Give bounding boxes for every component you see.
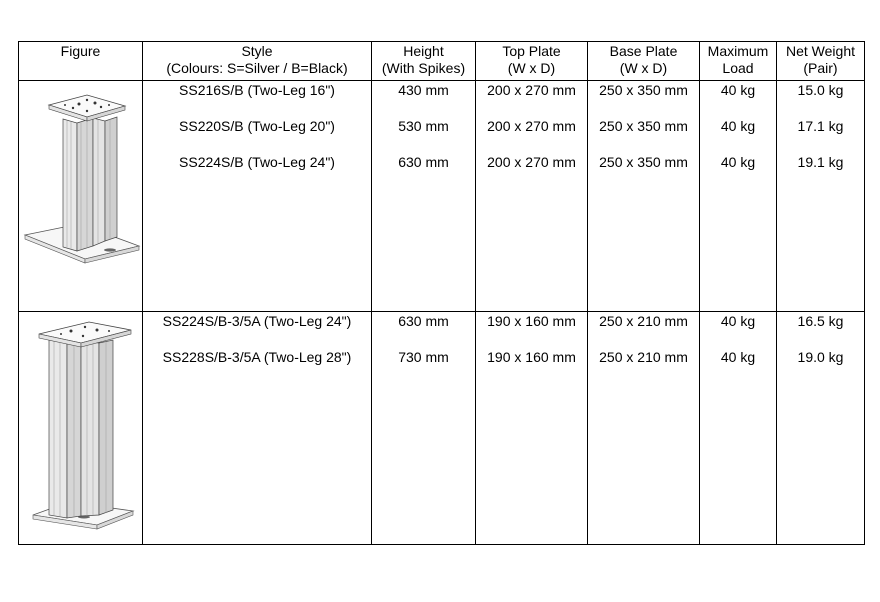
style-cell bbox=[143, 81, 372, 312]
height-cell: 630 mm 730 mm bbox=[372, 312, 476, 545]
net-weight-cell: 16.5 kg 19.0 kg bbox=[777, 312, 865, 545]
table-row bbox=[19, 81, 865, 312]
figure-cell bbox=[19, 81, 143, 312]
header-base-plate: Base Plate (W x D) bbox=[588, 42, 700, 81]
max-load-cell: 40 kg 40 kg 40 kg bbox=[700, 81, 777, 312]
style-cell bbox=[143, 312, 372, 545]
speaker-stand-two-leg-icon bbox=[19, 81, 143, 311]
top-plate-cell: 190 x 160 mm 190 x 160 mm bbox=[476, 312, 588, 545]
header-max-load: Maximum Load bbox=[700, 42, 777, 81]
figure-cell bbox=[19, 312, 143, 545]
header-style: Style (Colours: S=Silver / B=Black) bbox=[143, 42, 372, 81]
model-name: SS220S/B (Two-Leg 20") bbox=[179, 118, 335, 134]
header-net-weight: Net Weight (Pair) bbox=[777, 42, 865, 81]
header-top-plate: Top Plate (W x D) bbox=[476, 42, 588, 81]
base-plate-cell: 250 x 350 mm 250 x 350 mm 250 x 350 mm bbox=[588, 81, 700, 312]
table-row bbox=[19, 312, 865, 545]
spec-table bbox=[18, 41, 865, 545]
header-figure: Figure bbox=[19, 42, 143, 81]
base-plate-cell: 250 x 210 mm 250 x 210 mm bbox=[588, 312, 700, 545]
model-name: SS224S/B (Two-Leg 24") bbox=[179, 154, 335, 170]
net-weight-cell: 15.0 kg 17.1 kg 19.1 kg bbox=[777, 81, 865, 312]
model-name: SS228S/B-3/5A (Two-Leg 28") bbox=[162, 349, 352, 365]
header-row bbox=[19, 42, 865, 81]
header-height: Height (With Spikes) bbox=[372, 42, 476, 81]
model-name: SS216S/B (Two-Leg 16") bbox=[179, 82, 335, 98]
height-cell: 430 mm 530 mm 630 mm bbox=[372, 81, 476, 312]
top-plate-cell: 200 x 270 mm 200 x 270 mm 200 x 270 mm bbox=[476, 81, 588, 312]
max-load-cell: 40 kg 40 kg bbox=[700, 312, 777, 545]
model-name: SS224S/B-3/5A (Two-Leg 24") bbox=[162, 313, 352, 329]
speaker-stand-two-leg-tall-icon bbox=[19, 312, 143, 544]
